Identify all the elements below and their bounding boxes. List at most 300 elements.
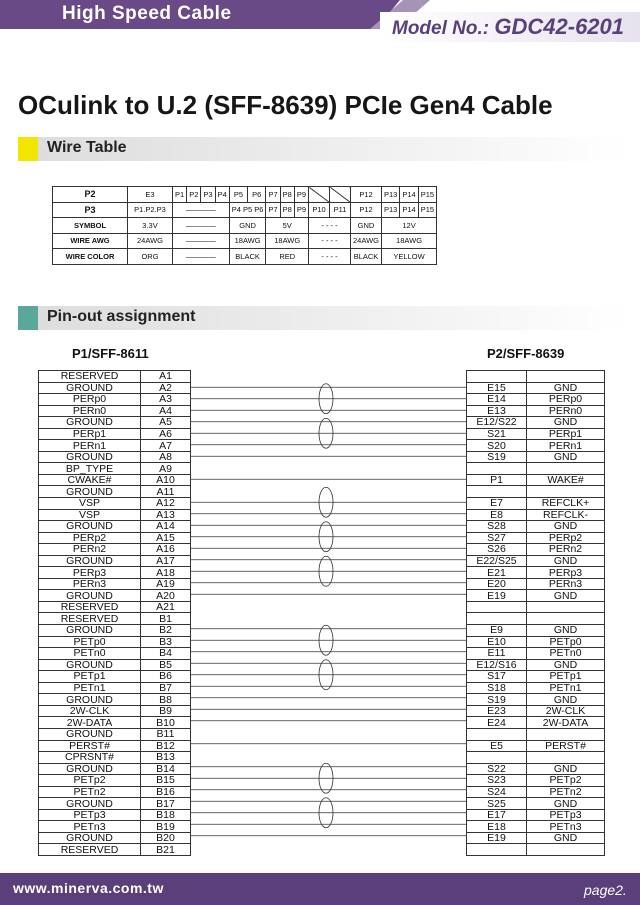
signal-name: GND — [527, 694, 605, 706]
signal-name: CWAKE# — [39, 474, 141, 486]
signal-name: PETp0 — [39, 636, 141, 648]
left-pin-row — [39, 717, 191, 729]
left-pin-row — [39, 555, 191, 567]
pin-number: A11 — [141, 486, 191, 498]
signal-name: 2W-CLK — [39, 705, 141, 717]
pin-number: B9 — [141, 705, 191, 717]
right-pin-table — [466, 370, 605, 856]
signal-name: PERp3 — [39, 567, 141, 579]
pin-number: E23 — [467, 705, 527, 717]
signal-name: GROUND — [39, 382, 141, 394]
pin-number: E13 — [467, 405, 527, 417]
right-pin-row — [467, 521, 605, 533]
signal-name: 2W-DATA — [39, 717, 141, 729]
pin-number: B11 — [141, 728, 191, 740]
cell: ———— — [173, 233, 230, 249]
signal-name — [527, 844, 605, 856]
right-pin-row — [467, 821, 605, 833]
pin-number: A9 — [141, 463, 191, 475]
cell: P15 — [418, 187, 436, 203]
right-pin-row — [467, 474, 605, 486]
right-pin-row — [467, 440, 605, 452]
signal-name: REFCLK+ — [527, 498, 605, 510]
cell: - - - - — [309, 218, 351, 234]
pin-number: B19 — [141, 821, 191, 833]
row-label: SYMBOL — [53, 218, 128, 234]
pin-number: S19 — [467, 451, 527, 463]
pin-number: E19 — [467, 590, 527, 602]
pin-number: B14 — [141, 763, 191, 775]
signal-name: GROUND — [39, 521, 141, 533]
right-pin-row — [467, 463, 605, 475]
left-pin-row — [39, 625, 191, 637]
signal-name: PETp2 — [527, 775, 605, 787]
cell: 18AWG — [382, 233, 437, 249]
pin-number: S19 — [467, 694, 527, 706]
signal-name: PETn0 — [527, 648, 605, 660]
left-pin-row — [39, 844, 191, 856]
pin-number: A18 — [141, 567, 191, 579]
pin-number: E15 — [467, 382, 527, 394]
pin-number: B10 — [141, 717, 191, 729]
signal-name: GROUND — [39, 625, 141, 637]
right-pin-row — [467, 544, 605, 556]
pin-number: E21 — [467, 567, 527, 579]
pin-number: E19 — [467, 832, 527, 844]
cell: P14 — [400, 202, 418, 218]
signal-name: GROUND — [39, 486, 141, 498]
signal-name: GROUND — [39, 590, 141, 602]
pin-number: A3 — [141, 394, 191, 406]
signal-name — [527, 728, 605, 740]
signal-name: PETn1 — [39, 682, 141, 694]
row-label: WIRE AWG — [53, 233, 128, 249]
left-pin-row — [39, 428, 191, 440]
cell: ———— — [173, 202, 230, 218]
cell: BLACK — [351, 249, 382, 265]
left-pin-row — [39, 752, 191, 764]
cell: P7 — [266, 202, 280, 218]
cell: BLACK — [229, 249, 266, 265]
pin-number: S28 — [467, 521, 527, 533]
pin-number: B6 — [141, 671, 191, 683]
cell: ORG — [128, 249, 173, 265]
signal-name: GND — [527, 590, 605, 602]
pin-number: A5 — [141, 417, 191, 429]
left-pin-row — [39, 567, 191, 579]
pin-number: B3 — [141, 636, 191, 648]
left-pin-row — [39, 775, 191, 787]
right-pin-row — [467, 694, 605, 706]
right-pin-row — [467, 705, 605, 717]
pin-number: E5 — [467, 740, 527, 752]
right-pin-row — [467, 717, 605, 729]
signal-name: PERp1 — [527, 428, 605, 440]
signal-name: PERn0 — [39, 405, 141, 417]
cell: 3.3V — [128, 218, 173, 234]
right-pin-row — [467, 832, 605, 844]
right-pin-row — [467, 601, 605, 613]
pin-number — [467, 486, 527, 498]
signal-name: PERn3 — [39, 578, 141, 590]
cell: P8 — [280, 202, 294, 218]
pin-number: E10 — [467, 636, 527, 648]
left-pin-row — [39, 509, 191, 521]
signal-name: GND — [527, 451, 605, 463]
pin-number: E9 — [467, 625, 527, 637]
cell: P13 — [382, 187, 400, 203]
cell: 24AWG — [351, 233, 382, 249]
signal-name: GND — [527, 521, 605, 533]
pin-number: A4 — [141, 405, 191, 417]
pin-number: E7 — [467, 498, 527, 510]
left-pin-row — [39, 671, 191, 683]
cell: P10 — [309, 202, 330, 218]
signal-name: GROUND — [39, 555, 141, 567]
signal-name: PETn2 — [527, 786, 605, 798]
right-pin-row — [467, 659, 605, 671]
left-pin-row — [39, 648, 191, 660]
signal-name: GROUND — [39, 798, 141, 810]
signal-name: 2W-CLK — [527, 705, 605, 717]
signal-name: GROUND — [39, 417, 141, 429]
cell: YELLOW — [382, 249, 437, 265]
pin-number: B8 — [141, 694, 191, 706]
signal-name: GROUND — [39, 728, 141, 740]
right-pin-row — [467, 509, 605, 521]
signal-name: GROUND — [39, 832, 141, 844]
signal-name: PERST# — [527, 740, 605, 752]
pin-number: E17 — [467, 809, 527, 821]
signal-name: GND — [527, 555, 605, 567]
signal-name: GROUND — [39, 694, 141, 706]
signal-name: VSP — [39, 498, 141, 510]
left-pin-row — [39, 394, 191, 406]
pin-number: S18 — [467, 682, 527, 694]
right-pin-row — [467, 555, 605, 567]
signal-name: RESERVED — [39, 371, 141, 383]
cell: - - - - — [309, 233, 351, 249]
pin-number — [467, 463, 527, 475]
cell: 18AWG — [229, 233, 266, 249]
cell: P4 P5 P6 — [229, 202, 266, 218]
page-title: OCulink to U.2 (SFF-8639) PCIe Gen4 Cable — [18, 90, 553, 120]
signal-name: PETp1 — [39, 671, 141, 683]
pin-number: P1 — [467, 474, 527, 486]
pin-number: S24 — [467, 786, 527, 798]
pin-number: A20 — [141, 590, 191, 602]
right-pin-row — [467, 671, 605, 683]
left-pin-row — [39, 821, 191, 833]
pin-number: A7 — [141, 440, 191, 452]
pin-number: S22 — [467, 763, 527, 775]
cell: GND — [229, 218, 266, 234]
signal-name: GROUND — [39, 659, 141, 671]
left-pin-row — [39, 382, 191, 394]
signal-name: GND — [527, 659, 605, 671]
left-pin-row — [39, 728, 191, 740]
right-pin-row — [467, 382, 605, 394]
left-pin-row — [39, 486, 191, 498]
cell: P15 — [418, 202, 436, 218]
signal-name: GROUND — [39, 763, 141, 775]
signal-name: PETp3 — [527, 809, 605, 821]
cell: E3 — [128, 187, 173, 203]
right-pin-row — [467, 763, 605, 775]
pin-number: A15 — [141, 532, 191, 544]
right-pin-row — [467, 498, 605, 510]
left-pin-row — [39, 498, 191, 510]
left-pin-row — [39, 809, 191, 821]
pin-number: S23 — [467, 775, 527, 787]
pin-number: B20 — [141, 832, 191, 844]
signal-name: GND — [527, 798, 605, 810]
left-pin-row — [39, 578, 191, 590]
pin-number: B17 — [141, 798, 191, 810]
signal-name: RESERVED — [39, 601, 141, 613]
left-pin-row — [39, 613, 191, 625]
signal-name: PERn1 — [527, 440, 605, 452]
left-pin-row — [39, 440, 191, 452]
signal-name: CPRSNT# — [39, 752, 141, 764]
pin-number: E8 — [467, 509, 527, 521]
left-pin-table — [38, 370, 191, 856]
right-pin-row — [467, 648, 605, 660]
right-pin-row — [467, 417, 605, 429]
pin-number — [467, 601, 527, 613]
category-title: High Speed Cable — [62, 3, 232, 24]
right-pin-row — [467, 532, 605, 544]
signal-name: PETp0 — [527, 636, 605, 648]
cell: P1.P2.P3 — [128, 202, 173, 218]
pin-number: B13 — [141, 752, 191, 764]
signal-name: PERp2 — [527, 532, 605, 544]
signal-name: PERST# — [39, 740, 141, 752]
signal-name: REFCLK- — [527, 509, 605, 521]
cell: P4 — [215, 187, 229, 203]
cell: P13 — [382, 202, 400, 218]
pin-number: E22/S25 — [467, 555, 527, 567]
pin-number: S21 — [467, 428, 527, 440]
pin-number: E11 — [467, 648, 527, 660]
pin-number: E12/S16 — [467, 659, 527, 671]
signal-name — [527, 752, 605, 764]
signal-name: PETp3 — [39, 809, 141, 821]
signal-name: PERn2 — [39, 544, 141, 556]
signal-name — [527, 613, 605, 625]
pin-number: S20 — [467, 440, 527, 452]
signal-name: BP_TYPE — [39, 463, 141, 475]
right-pin-row — [467, 798, 605, 810]
page-number: page2. — [584, 882, 627, 898]
left-pin-row — [39, 601, 191, 613]
signal-name: PETn0 — [39, 648, 141, 660]
signal-name — [527, 371, 605, 383]
signal-name: PETn1 — [527, 682, 605, 694]
pin-number: S25 — [467, 798, 527, 810]
model-label: Model No.: — [392, 18, 490, 39]
pin-number: S26 — [467, 544, 527, 556]
pin-number: E24 — [467, 717, 527, 729]
left-pin-row — [39, 474, 191, 486]
pin-number: B16 — [141, 786, 191, 798]
left-pin-row — [39, 521, 191, 533]
right-pin-row — [467, 405, 605, 417]
left-pin-row — [39, 763, 191, 775]
cell: P9 — [294, 202, 308, 218]
right-pin-row — [467, 740, 605, 752]
left-pin-row — [39, 694, 191, 706]
pin-number: B15 — [141, 775, 191, 787]
pin-number: B2 — [141, 625, 191, 637]
right-pin-row — [467, 625, 605, 637]
left-pin-row — [39, 544, 191, 556]
pin-number: A8 — [141, 451, 191, 463]
right-connector-header: P2/SFF-8639 — [487, 346, 565, 361]
right-pin-row — [467, 786, 605, 798]
section-title: Pin-out assignment — [47, 308, 196, 325]
pin-number: A21 — [141, 601, 191, 613]
right-pin-row — [467, 567, 605, 579]
signal-name: VSP — [39, 509, 141, 521]
pin-number: A19 — [141, 578, 191, 590]
right-pin-row — [467, 636, 605, 648]
row-label: P3 — [53, 202, 128, 218]
right-pin-row — [467, 752, 605, 764]
signal-name: PERn0 — [527, 405, 605, 417]
pin-number: A17 — [141, 555, 191, 567]
cell: 18AWG — [266, 233, 309, 249]
signal-name: PETp1 — [527, 671, 605, 683]
cell: ———— — [173, 249, 230, 265]
left-pin-row — [39, 405, 191, 417]
pin-number: B4 — [141, 648, 191, 660]
section-title: Wire Table — [47, 139, 127, 156]
pin-number: B7 — [141, 682, 191, 694]
signal-name: PETn2 — [39, 786, 141, 798]
cell: P1 — [173, 187, 187, 203]
cell: P6 — [248, 187, 266, 203]
left-pin-row — [39, 682, 191, 694]
cell: P11 — [330, 202, 351, 218]
signal-name: PERp1 — [39, 428, 141, 440]
cell: P7 — [266, 187, 280, 203]
signal-name: GND — [527, 382, 605, 394]
left-pin-row — [39, 798, 191, 810]
model-value: GDC42-6201 — [494, 14, 625, 39]
signal-name: PERn3 — [527, 578, 605, 590]
pin-number: B21 — [141, 844, 191, 856]
left-pin-row — [39, 636, 191, 648]
pin-number: A13 — [141, 509, 191, 521]
left-pin-row — [39, 463, 191, 475]
cell: GND — [351, 218, 382, 234]
pin-number: B12 — [141, 740, 191, 752]
pin-number: A6 — [141, 428, 191, 440]
signal-name: PERn1 — [39, 440, 141, 452]
pin-number — [467, 844, 527, 856]
pin-number: E18 — [467, 821, 527, 833]
pin-number: E14 — [467, 394, 527, 406]
right-pin-row — [467, 394, 605, 406]
right-pin-row — [467, 371, 605, 383]
pin-number — [467, 728, 527, 740]
footer-url[interactable]: www.minerva.com.tw — [13, 880, 164, 896]
left-pin-row — [39, 590, 191, 602]
left-connector-header: P1/SFF-8611 — [72, 346, 149, 361]
signal-name: WAKE# — [527, 474, 605, 486]
cell: 12V — [382, 218, 437, 234]
left-pin-row — [39, 451, 191, 463]
right-pin-row — [467, 613, 605, 625]
cell: P14 — [400, 187, 418, 203]
right-pin-row — [467, 844, 605, 856]
right-pin-row — [467, 451, 605, 463]
left-pin-row — [39, 417, 191, 429]
pin-number: A16 — [141, 544, 191, 556]
pin-number — [467, 371, 527, 383]
signal-name — [527, 486, 605, 498]
pin-number: A12 — [141, 498, 191, 510]
pin-number: A2 — [141, 382, 191, 394]
cell: - - - - — [309, 249, 351, 265]
pin-number: B5 — [141, 659, 191, 671]
right-pin-row — [467, 428, 605, 440]
signal-name: GND — [527, 832, 605, 844]
signal-name — [527, 601, 605, 613]
row-label: WIRE COLOR — [53, 249, 128, 265]
cell: P3 — [201, 187, 215, 203]
right-pin-row — [467, 590, 605, 602]
signal-name: PERp0 — [527, 394, 605, 406]
cell: P2 — [187, 187, 201, 203]
left-pin-row — [39, 371, 191, 383]
right-pin-row — [467, 578, 605, 590]
signal-name: GND — [527, 417, 605, 429]
pin-number: A10 — [141, 474, 191, 486]
signal-name: PERn2 — [527, 544, 605, 556]
pin-number: E20 — [467, 578, 527, 590]
signal-name: PETn3 — [39, 821, 141, 833]
right-pin-row — [467, 809, 605, 821]
cell: RED — [266, 249, 309, 265]
left-pin-row — [39, 786, 191, 798]
left-pin-row — [39, 740, 191, 752]
signal-name: GROUND — [39, 451, 141, 463]
pin-number: S17 — [467, 671, 527, 683]
signal-name: PERp3 — [527, 567, 605, 579]
pin-number: S27 — [467, 532, 527, 544]
signal-name — [527, 463, 605, 475]
signal-name: 2W-DATA — [527, 717, 605, 729]
cell: P12 — [351, 202, 382, 218]
left-pin-row — [39, 659, 191, 671]
signal-name: PERp0 — [39, 394, 141, 406]
left-pin-row — [39, 705, 191, 717]
right-pin-row — [467, 486, 605, 498]
pin-number — [467, 613, 527, 625]
signal-name: PERp2 — [39, 532, 141, 544]
cell: P9 — [294, 187, 308, 203]
left-pin-row — [39, 832, 191, 844]
cell: P8 — [280, 187, 294, 203]
signal-name: PETn3 — [527, 821, 605, 833]
row-label: P2 — [53, 187, 128, 203]
cell: ———— — [173, 218, 230, 234]
signal-name: GND — [527, 763, 605, 775]
cell: P12 — [351, 187, 382, 203]
signal-name: PETp2 — [39, 775, 141, 787]
